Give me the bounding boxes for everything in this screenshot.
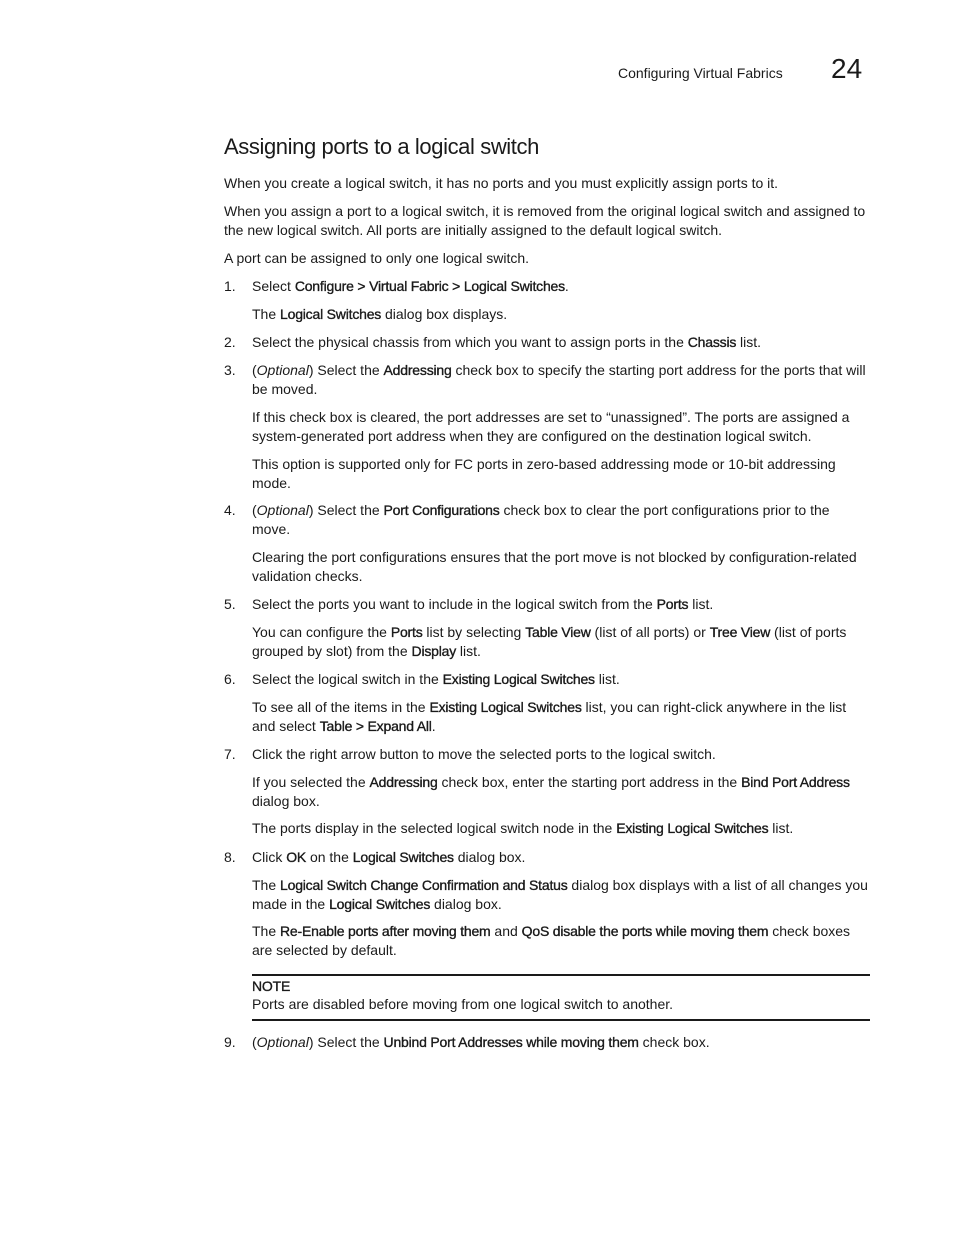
step-4-detail: Clearing the port configurations ensures that the port move is not blocked by configuration-related validation checks. xyxy=(252,549,857,584)
step-6: 6. Select the logical switch in the Existing Logical Switches list. xyxy=(224,671,620,687)
step-4: 4. (Optional) Select the Port Configurations check box to clear the port configurations prior to the move. xyxy=(224,502,830,537)
note-bottom-rule xyxy=(252,1019,870,1021)
intro-paragraph-1: When you create a logical switch, it has no ports and you must explicitly assign ports to it. xyxy=(224,175,779,191)
note-text: Ports are disabled before moving from one logical switch to another. xyxy=(252,996,674,1012)
step-number: 2. xyxy=(224,334,236,350)
chapter-title: Configuring Virtual Fabrics xyxy=(618,65,783,81)
step-3: 3. (Optional) Select the Addressing check box to specify the starting port address for the ports that will be moved. xyxy=(224,362,866,397)
step-7-detail-2: The ports display in the selected logical switch node in the Existing Logical Switches list. xyxy=(252,820,794,836)
intro-paragraph-3: A port can be assigned to only one logical switch. xyxy=(224,250,530,266)
step-number: 3. xyxy=(224,362,236,378)
step-number: 6. xyxy=(224,671,236,687)
step-number: 8. xyxy=(224,849,236,865)
step-3-detail-2: This option is supported only for FC ports in zero-based addressing mode or 10-bit addressing mode. xyxy=(252,456,836,491)
step-number: 1. xyxy=(224,278,236,294)
step-8-detail-1: The Logical Switch Change Confirmation and Status dialog box displays with a list of all changes you made in the Logical Switches dialog box. xyxy=(252,877,868,912)
step-number: 7. xyxy=(224,746,236,762)
step-number: 4. xyxy=(224,502,236,518)
step-text: . xyxy=(564,278,569,294)
step-1 xyxy=(224,277,870,296)
step-3-detail-1: If this check box is cleared, the port addresses are set to “unassigned”. The ports are assigned a system-generated port address when they are configured on the destination logical switch. xyxy=(252,409,850,444)
step-9: 9. (Optional) Select the Unbind Port Addresses while moving them check box. xyxy=(224,1034,710,1050)
note-top-rule xyxy=(252,974,870,976)
step-7-detail-1: If you selected the Addressing check box, enter the starting port address in the Bind Port Address dialog box. xyxy=(252,774,850,809)
chapter-number: 24 xyxy=(831,53,863,84)
note-label: NOTE xyxy=(252,978,291,994)
intro-paragraph-2: When you assign a port to a logical switch, it is removed from the original logical switch and assigned to the new logical switch. All ports are initially assigned to the default logical switch. xyxy=(224,203,866,238)
step-number: 9. xyxy=(224,1034,236,1050)
step-5-detail: You can configure the Ports list by selecting Table View (list of all ports) or Tree View (list of ports grouped by slot) from the Display list. xyxy=(252,624,847,659)
section-title: Assigning ports to a logical switch xyxy=(224,134,539,159)
step-2: 2. Select the physical chassis from which you want to assign ports in the Chassis list. xyxy=(224,334,762,350)
step-5: 5. Select the ports you want to include in the logical switch from the Ports list. xyxy=(224,596,714,612)
step-1-detail: The Logical Switches dialog box displays. xyxy=(252,306,508,322)
step-8: 8. Click OK on the Logical Switches dialog box. xyxy=(224,849,526,865)
step-text: Select xyxy=(252,278,295,294)
menu-path: Configure > Virtual Fabric > Logical Switches xyxy=(294,278,565,294)
step-8-detail-2: The Re-Enable ports after moving them and QoS disable the ports while moving them check boxes are selected by default. xyxy=(252,923,851,958)
step-7: 7. Click the right arrow button to move the selected ports to the logical switch. xyxy=(224,746,716,762)
step-6-detail: To see all of the items in the Existing Logical Switches list, you can right-click anywhere in the list and select Table > Expand All. xyxy=(252,699,847,734)
step-number: 5. xyxy=(224,596,236,612)
